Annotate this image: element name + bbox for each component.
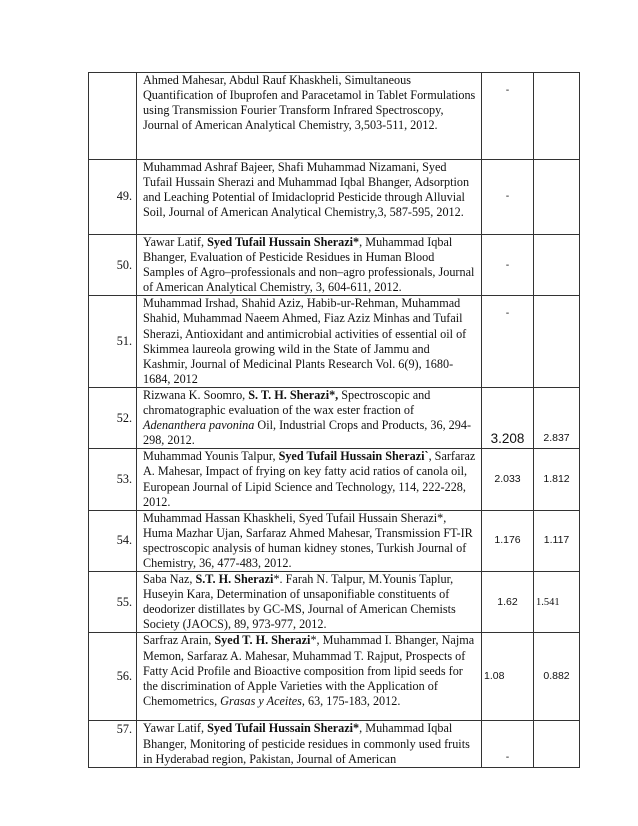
citation bbox=[137, 449, 482, 510]
impact-factor-5yr: 1.117 bbox=[534, 510, 580, 571]
citation-author-bold: Syed T. H. Sherazi bbox=[214, 633, 311, 648]
row-number: 50. bbox=[89, 235, 137, 296]
publications-table-body bbox=[89, 73, 580, 768]
citation-text: Spectroscopic and chromatographic evaluation of the wax ester fraction of bbox=[143, 387, 431, 418]
impact-factor-5yr: 2.837 bbox=[534, 387, 580, 448]
impact-factor: - bbox=[482, 721, 534, 767]
row-number: 53. bbox=[89, 449, 137, 510]
citation-text: Rizwana K. Soomro, bbox=[143, 387, 249, 402]
citation bbox=[137, 633, 482, 721]
impact-factor-5yr bbox=[534, 296, 580, 388]
citation-italic-text: Adenanthera pavonina bbox=[143, 418, 255, 433]
impact-factor-5yr bbox=[534, 73, 580, 160]
citation-text: , Muhammad Iqbal Bhanger, Monitoring of pesticide residues in commonly used fruits in Hyderabad region, Pakistan, Journal of American bbox=[143, 721, 470, 766]
citation bbox=[137, 510, 482, 571]
citation bbox=[137, 235, 482, 296]
citation-text: Saba Naz, bbox=[143, 572, 196, 587]
citation-text: Muhammad Hassan Khaskheli, Syed Tufail Hussain Sherazi*, Huma Mazhar Ujan, Sarfaraz Ahmed Mahesar, Transmission FT-IR spectroscopic analysis of human kidney stones, Turkish Journal of Chemistry, 36, 477-483, 2012. bbox=[143, 510, 473, 570]
impact-factor: 1.08 bbox=[482, 633, 534, 721]
row-number: 51. bbox=[89, 296, 137, 388]
citation-text: , Sarfaraz A. Mahesar, Impact of frying on key fatty acid ratios of canola oil, European Journal of Lipid Science and Technology, 114, 222-228, 2012. bbox=[143, 449, 476, 509]
row-number: 49. bbox=[89, 160, 137, 235]
citation bbox=[137, 721, 482, 767]
impact-factor: 3.208 bbox=[482, 387, 534, 448]
row-number: 56. bbox=[89, 633, 137, 721]
impact-factor-5yr: 0.882 bbox=[534, 633, 580, 721]
impact-factor-5yr bbox=[534, 235, 580, 296]
table-row bbox=[89, 235, 580, 296]
table-row bbox=[89, 296, 580, 388]
row-number bbox=[89, 73, 137, 160]
citation-text: , Muhammad Iqbal Bhanger, Evaluation of Pesticide Residues in Human Blood Samples of Agro–professionals and non–agro professionals, Journal of American Analytical Chemistry, 3, 604-611, 2012. bbox=[143, 235, 475, 295]
row-number: 54. bbox=[89, 510, 137, 571]
citation-author-bold: S.T. H. Sherazi bbox=[195, 572, 274, 587]
citation bbox=[137, 296, 482, 388]
impact-factor: 2.033 bbox=[482, 449, 534, 510]
citation-text: Ahmed Mahesar, Abdul Rauf Khaskheli, Simultaneous Quantification of Ibuprofen and Paracetamol in Tablet Formulations using Transmission Fourier Transform Infrared Spectroscopy, Journal of American Analytical Chemistry, 3,503-511, 2012. bbox=[143, 73, 476, 133]
citation bbox=[137, 73, 482, 160]
impact-factor: - bbox=[482, 160, 534, 235]
citation-author-bold: Syed Tufail Hussain Sherazi* bbox=[207, 235, 360, 249]
table-row bbox=[89, 73, 580, 160]
citation-text: Yawar Latif, bbox=[143, 235, 208, 249]
impact-factor-5yr: 1.812 bbox=[534, 449, 580, 510]
row-number: 57. bbox=[89, 721, 137, 767]
impact-factor: - bbox=[482, 73, 534, 160]
citation-text: *, Muhammad I. Bhanger, Najma Memon, Sarfaraz A. Mahesar, Muhammad T. Rajput, Prospects of Fatty Acid Profile and Bioactive composition from lipid seeds for the discrimination of Apple Varieties with the Application of Chemometrics, bbox=[143, 633, 475, 708]
citation-text: 63, 175-183, 2012. bbox=[304, 693, 401, 708]
citation bbox=[137, 572, 482, 633]
impact-factor-5yr bbox=[534, 160, 580, 235]
citation-text: Muhammad Ashraf Bajeer, Shafi Muhammad Nizamani, Syed Tufail Hussain Sherazi and Muhammad Iqbal Bhanger, Adsorption and Leaching Potential of Imidacloprid Pesticide through Alluvial Soil, Journal of American Analytical Chemistry,3, 587-595, 2012. bbox=[143, 160, 470, 220]
impact-factor: 1.62 bbox=[482, 572, 534, 633]
impact-factor-5yr bbox=[534, 721, 580, 767]
table-row bbox=[89, 449, 580, 510]
impact-factor: 1.176 bbox=[482, 510, 534, 571]
citation-text: Yawar Latif, bbox=[143, 721, 208, 736]
table-row bbox=[89, 721, 580, 767]
table-row bbox=[89, 633, 580, 721]
citation-text: Sarfraz Arain, bbox=[143, 633, 215, 648]
publications-table bbox=[88, 72, 580, 768]
citation-text: Muhammad Younis Talpur, bbox=[143, 449, 279, 464]
citation-text: Muhammad Irshad, Shahid Aziz, Habib-ur-Rehman, Muhammad Shahid, Muhammad Naeem Ahmed, Fiaz Aziz Minhas and Tufail Sherazi, Antioxidant and antimicrobial activities of essential oil of Skimmea laureola growing wild in the State of Jammu and Kashmir, Journal of Medicinal Plants Research Vol. 6(9), 1680-1684, 2012 bbox=[143, 296, 467, 386]
row-number: 55. bbox=[89, 572, 137, 633]
citation-italic-text: Grasas y Aceites, bbox=[220, 693, 305, 708]
citation bbox=[137, 387, 482, 448]
citation-text: *. Farah N. Talpur, M.Younis Taplur, Huseyin Kara, Determination of unsaponifiable constituents of deodorizer distillates by GC-MS, Journal of American Chemists Society (JAOCS), 89, 973-977, 2012. bbox=[143, 572, 456, 632]
citation-author-bold: Syed Tufail Hussain Sherazi` bbox=[278, 449, 429, 464]
citation-author-bold: Syed Tufail Hussain Sherazi* bbox=[207, 721, 360, 736]
table-row bbox=[89, 572, 580, 633]
row-number: 52. bbox=[89, 387, 137, 448]
citation-text: Oil, Industrial Crops and Products, 36, 294-298, 2012. bbox=[143, 418, 472, 448]
citation-author-bold: S. T. H. Sherazi*, bbox=[248, 387, 339, 402]
impact-factor: - bbox=[482, 296, 534, 388]
impact-factor: - bbox=[482, 235, 534, 296]
table-row bbox=[89, 387, 580, 448]
table-row bbox=[89, 510, 580, 571]
citation bbox=[137, 160, 482, 235]
impact-factor-5yr: 1.541 bbox=[534, 572, 580, 633]
table-row bbox=[89, 160, 580, 235]
